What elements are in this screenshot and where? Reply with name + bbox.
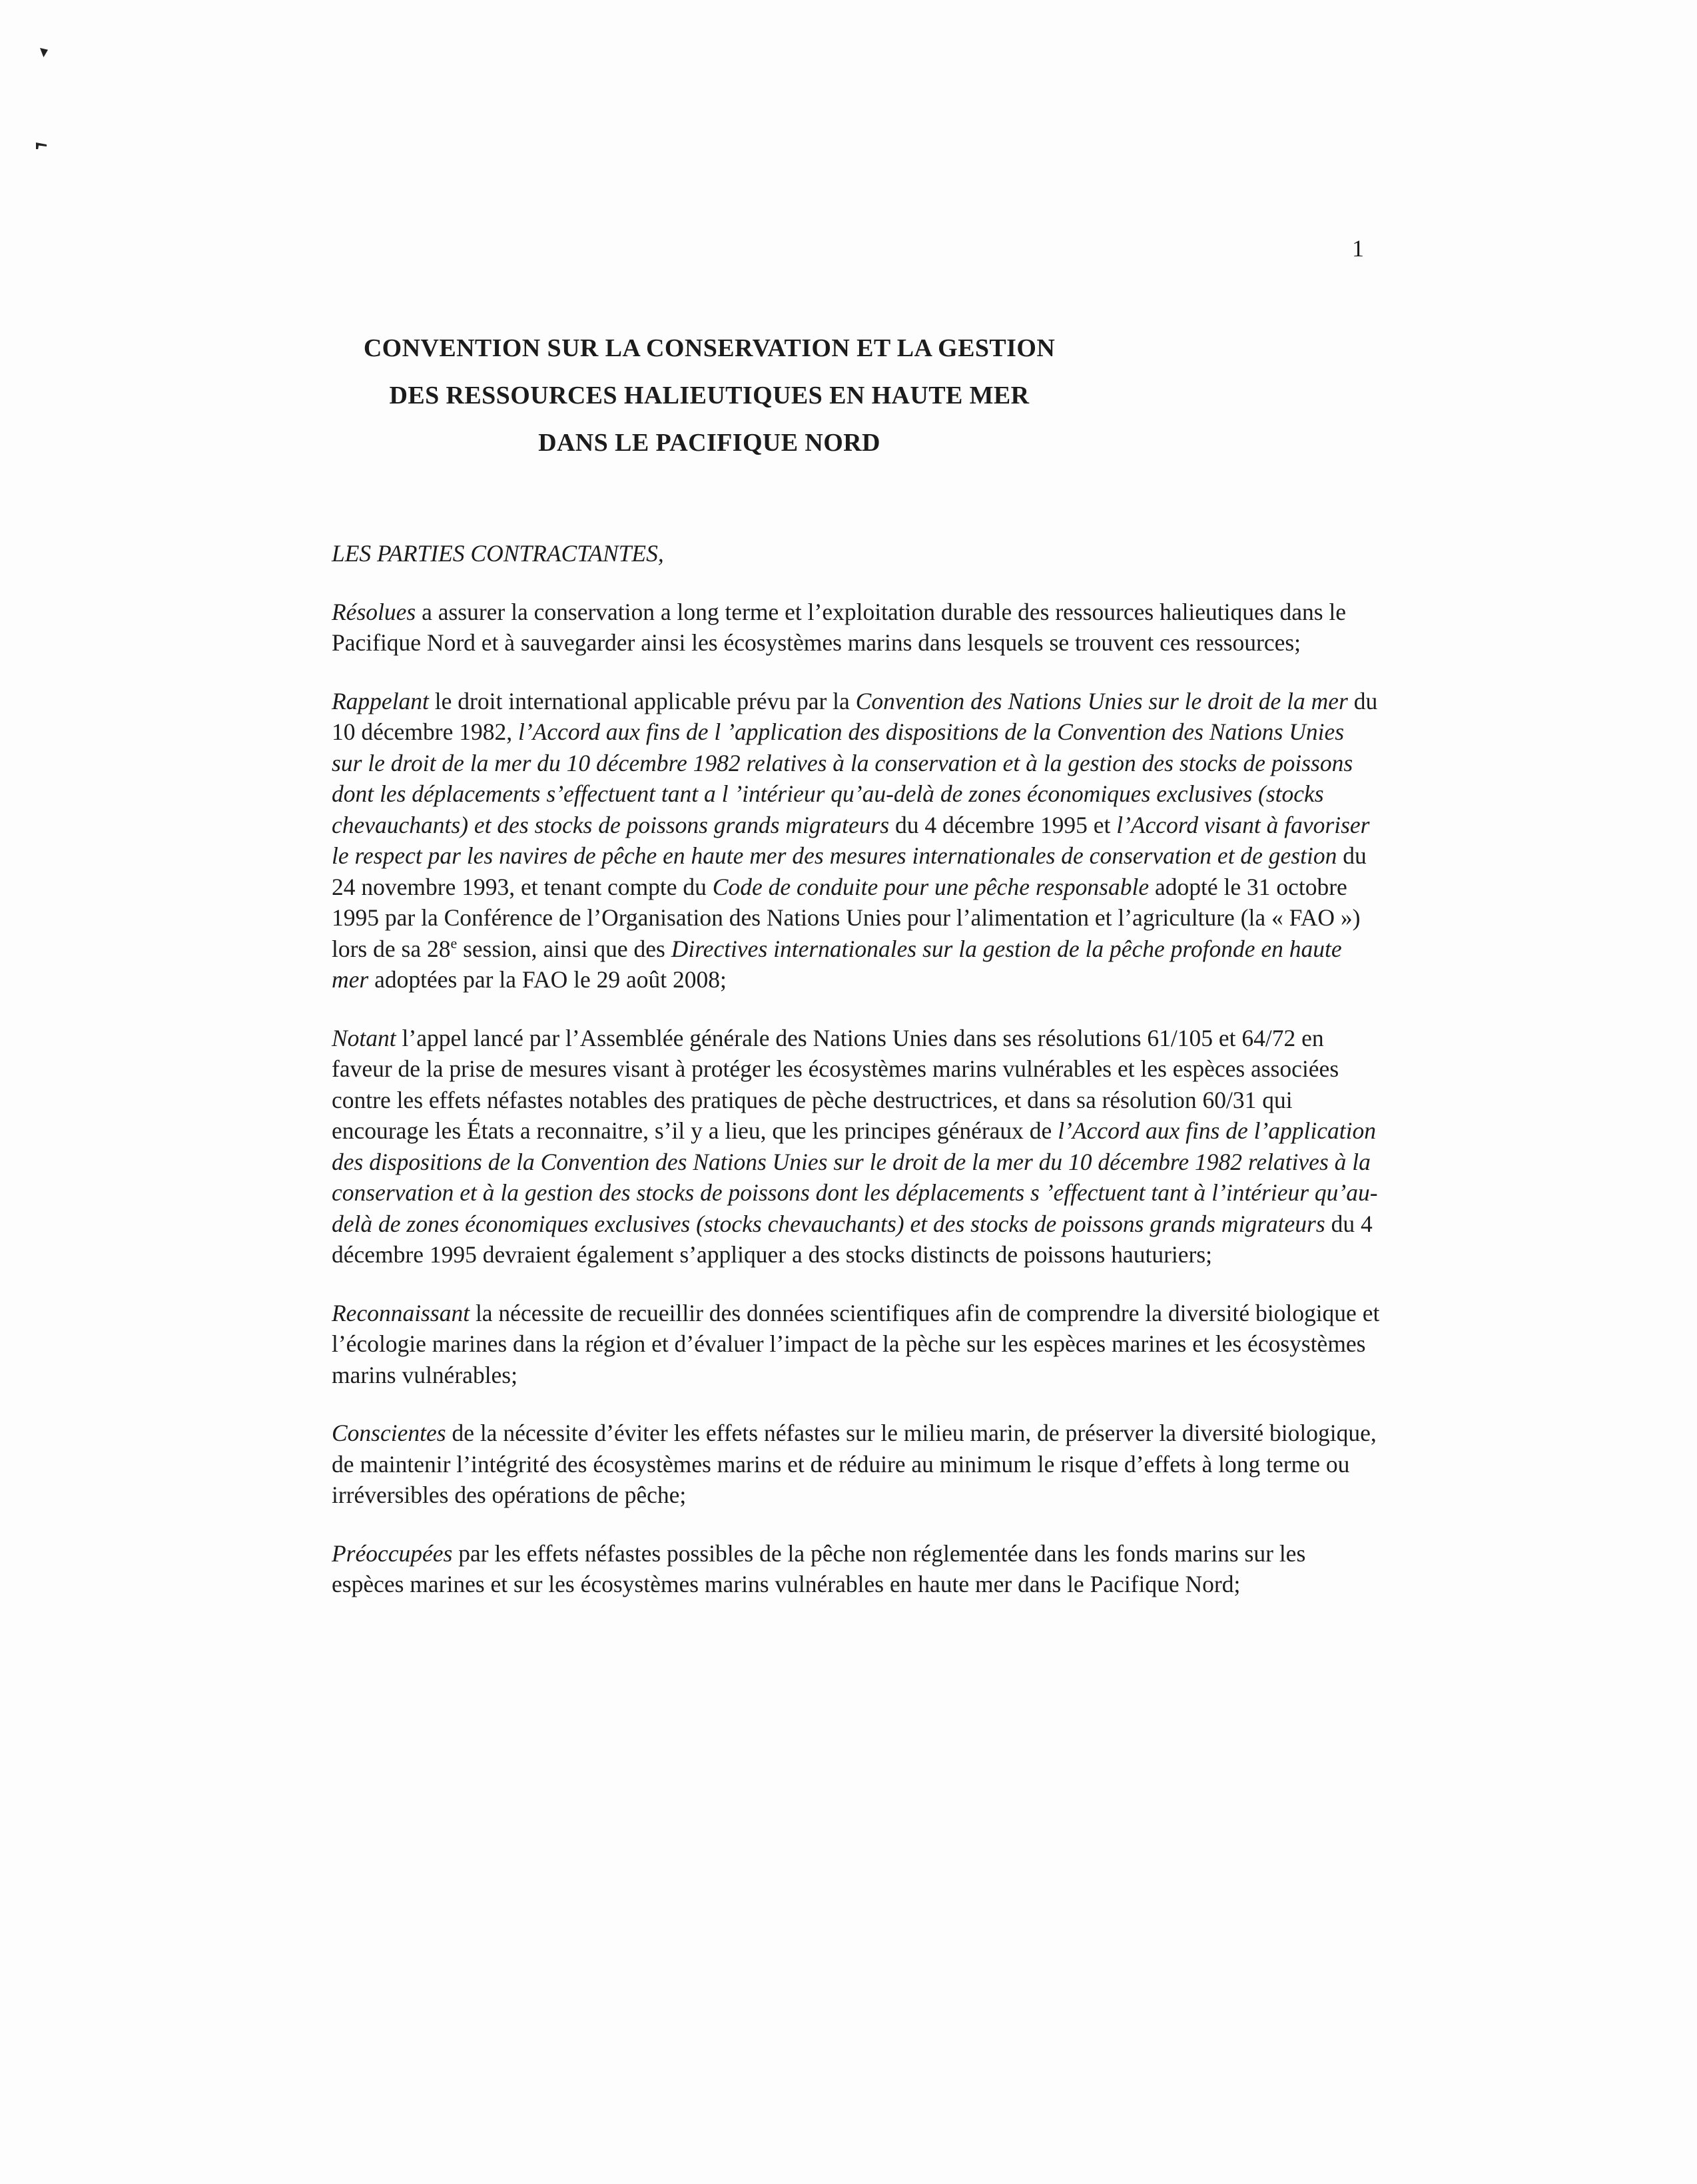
title-line-3: DANS LE PACIFIQUE NORD xyxy=(538,429,880,457)
paragraph-lead: Reconnaissant xyxy=(332,1299,470,1326)
paragraph-text: l’appel lancé par l’Assemblée générale des Nations Unies dans ses résolutions 61/105 et 64/72 en faveur de la prise de mesures visant à protéger les écosystèmes marins vulnérables et les espèces associées contre les effets néfastes notables des pratiques de pèche destructrices, et dans sa résolution 60/31 qui encourage les États a reconnaitre, s’il y a lieu, que les principes généraux de xyxy=(332,1024,1339,1144)
preamble-opening xyxy=(332,538,1380,569)
paragraph-text: adopté le 31 octobre 1995 par la Conférence de l’Organisation des Nations Unies pour l’alimentation et l’agriculture (la « FAO ») lors de sa 28 xyxy=(332,873,1361,962)
cited-instrument: l’Accord visant à favoriser le respect par les navires de pêche en haute mer des mesures internationales de conservation et de gestion xyxy=(332,811,1370,869)
paragraph-text: de la nécessite d’éviter les effets néfastes sur le milieu marin, de préserver la diversité biologique, de maintenir l’intégrité des écosystèmes marins et de réduire au minimum le risque d’effets à long terme ou irréversibles des opérations de pêche; xyxy=(332,1420,1377,1508)
preamble xyxy=(332,538,1380,1627)
cited-instrument: Convention des Nations Unies sur le droit de la mer xyxy=(855,687,1348,714)
title-line-1: CONVENTION SUR LA CONSERVATION ET LA GESTION xyxy=(363,334,1056,362)
cited-instrument: Code de conduite pour une pêche responsable xyxy=(712,873,1150,900)
paragraph-rappelant xyxy=(332,686,1380,995)
paragraph-text: par les effets néfastes possibles de la pêche non réglementée dans les fonds marins sur les espèces marines et sur les écosystèmes marins vulnérables en haute mer dans le Pacifique Nord; xyxy=(332,1539,1306,1597)
paragraph-text: du 4 décembre 1995 et xyxy=(889,811,1117,838)
ordinal-superscript: e xyxy=(450,934,458,952)
cited-instrument: l’Accord aux fins de l ’application des dispositions de la Convention des Nations Unies sur le droit de la mer du 10 décembre 1982 relatives à la conservation et à la gestion des stocks de poissons dont les déplacements s’effectuent tant a l ’intérieur qu’au-delà de zones économiques exclusives (stocks chevauchants) et des stocks de poissons grands migrateurs xyxy=(332,718,1353,838)
paragraph-preoccupees xyxy=(332,1538,1380,1600)
paragraph-reconnaissant xyxy=(332,1298,1380,1391)
paragraph-text: du 24 novembre 1993, et tenant compte du xyxy=(332,842,1367,900)
paragraph-text: session, ainsi que des xyxy=(457,935,671,962)
paragraph-lead: Conscientes xyxy=(332,1420,446,1446)
paragraph-text: le droit international applicable prévu par la xyxy=(428,687,856,714)
document-title xyxy=(333,325,1086,467)
paragraph-text: du 4 décembre 1995 devraient également s’appliquer a des stocks distincts de poissons hauturiers; xyxy=(332,1210,1373,1268)
cited-instrument: Directives internationales sur la gestion de la pêche profonde en haute mer xyxy=(332,935,1342,993)
paragraph-text: a assurer la conservation a long terme et l’exploitation durable des ressources halieutiques dans le Pacifique Nord et à sauvegarder ainsi les écosystèmes marins dans lesquels se trouvent ces ressources; xyxy=(332,598,1347,656)
scan-speck-mark xyxy=(36,142,47,149)
paragraph-lead: Préoccupées xyxy=(332,1539,453,1567)
cited-instrument: l’Accord aux fins de l’application des dispositions de la Convention des Nations Unies sur le droit de la mer du 10 décembre 1982 relatives à la conservation et à la gestion des stocks de poissons dont les déplacements s ’effectuent tant à l’intérieur qu’au-delà de zones économiques exclusives (stocks chevauchants) et des stocks de poissons grands migrateurs xyxy=(332,1117,1378,1237)
paragraph-lead: Résolues xyxy=(332,598,416,625)
paragraph-text: adoptées par la FAO le 29 août 2008; xyxy=(368,966,727,993)
paragraph-resolues xyxy=(332,597,1380,659)
paragraph-conscientes xyxy=(332,1418,1380,1511)
paragraph-notant xyxy=(332,1023,1380,1270)
scan-speck-mark xyxy=(40,48,48,57)
paragraph-lead: Notant xyxy=(332,1024,396,1051)
paragraph-lead: Rappelant xyxy=(332,687,429,714)
paragraph-text: du 10 décembre 1982, xyxy=(332,687,1378,745)
title-line-2: DES RESSOURCES HALIEUTIQUES EN HAUTE MER xyxy=(389,382,1030,410)
opening-text: LES PARTIES CONTRACTANTES, xyxy=(332,540,664,567)
paragraph-text: la nécessite de recueillir des données scientifiques afin de comprendre la diversité biologique et l’écologie marines dans la région et d’évaluer l’impact de la pèche sur les espèces marines et les écosystèmes marins vulnérables; xyxy=(332,1299,1380,1388)
page-number: 1 xyxy=(1352,235,1364,262)
